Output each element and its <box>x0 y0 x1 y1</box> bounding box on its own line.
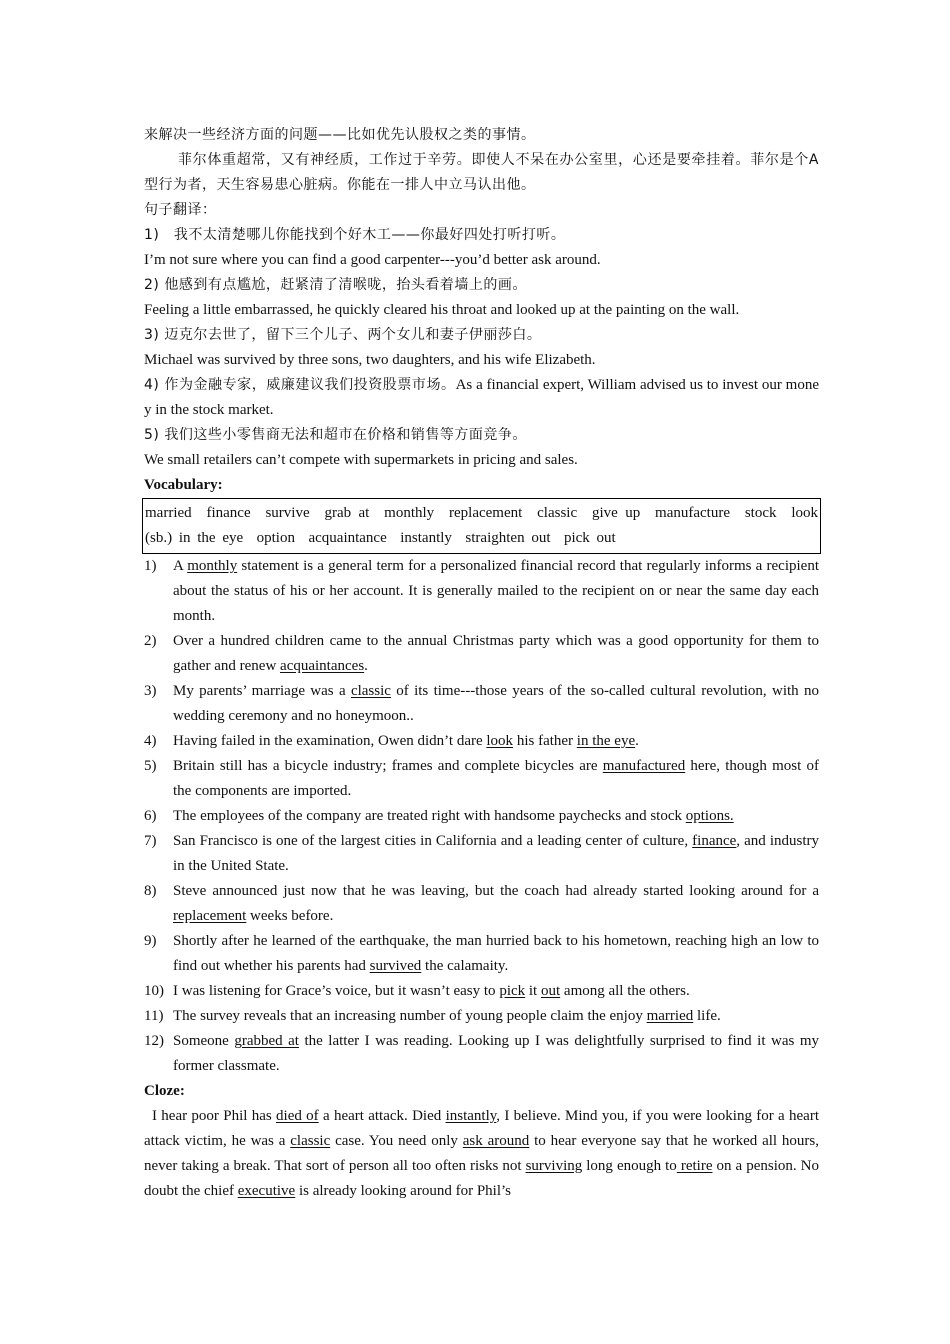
translation-en-1: I’m not sure where you can find a good carpenter---you’d better ask around. <box>144 252 601 268</box>
vocabulary-heading: Vocabulary: <box>144 477 223 493</box>
translation-cn-1: 1) 我不太清楚哪儿你能找到个好木工——你最好四处打听打听。 <box>144 227 566 243</box>
exercise-sentence <box>173 754 819 804</box>
sentence-text: statement is a general term for a personalized financial record that regularly informs a recipient about the status of his or her account. It is generally mailed to the recipient on or near the same day each month. <box>173 558 819 624</box>
cloze-text: long enough to <box>582 1158 677 1174</box>
cloze-answer: classic <box>290 1133 331 1149</box>
answer-blank: finance <box>692 833 737 849</box>
cloze-text: is already looking around for Phil’s <box>295 1183 512 1199</box>
sentence-text: . <box>364 658 368 674</box>
sentence-text: Shortly after he learned of the earthquake, the man hurried back to his hometown, reaching high an low to find out whether his parents had <box>173 933 819 974</box>
answer-blank: manufactured <box>602 758 686 774</box>
answer-blank: replacement <box>173 908 247 924</box>
exercise-list <box>144 554 819 1079</box>
exercise-sentence <box>173 879 819 929</box>
sentence-text: weeks before. <box>246 908 334 924</box>
translation-en-2: Feeling a little embarrassed, he quickly cleared his throat and looked up at the painting on the wall. <box>144 302 740 318</box>
exercise-sentence <box>173 829 819 879</box>
cloze-heading: Cloze: <box>144 1083 185 1099</box>
exercise-number: 8) <box>144 883 157 899</box>
exercise-item <box>144 554 819 629</box>
exercise-sentence <box>173 629 819 679</box>
exercise-sentence <box>173 1029 819 1079</box>
exercise-sentence <box>173 979 819 1004</box>
cloze-text: a heart attack. Died <box>318 1108 446 1124</box>
sentence-text: life. <box>693 1008 721 1024</box>
sentence-text: The employees of the company are treated right with handsome paychecks and stock <box>173 808 686 824</box>
cloze-answer: ask around <box>462 1133 530 1149</box>
exercise-number: 5) <box>144 758 157 774</box>
sentence-text: A <box>173 558 188 574</box>
sentence-text: I was listening for Grace’s voice, but it wasn’t easy to <box>173 983 500 999</box>
sentence-text: The survey reveals that an increasing number of young people claim the enjoy <box>173 1008 647 1024</box>
exercise-item <box>144 629 819 679</box>
intro-line: 来解决一些经济方面的问题——比如优先认股权之类的事情。 <box>144 127 536 143</box>
sentence-text: San Francisco is one of the largest cities in California and a leading center of culture, <box>173 833 693 849</box>
sentence-text: the calamaity. <box>421 958 509 974</box>
sentence-text: . <box>635 733 639 749</box>
answer-blank: look <box>486 733 514 749</box>
exercise-item <box>144 804 819 829</box>
sentence-text: Having failed in the examination, Owen didn’t dare <box>173 733 487 749</box>
sentence-text: of its time---those years of the so-called cultural revolution, with no wedding ceremony and no honeymoon.. <box>173 683 819 724</box>
cloze-passage <box>144 1104 819 1204</box>
exercise-number: 9) <box>144 933 157 949</box>
translation-cn-3: 3) 迈克尔去世了，留下三个儿子、两个女儿和妻子伊丽莎白。 <box>144 327 542 343</box>
answer-blank: out <box>540 983 561 999</box>
intro-paragraph: 菲尔体重超常，又有神经质，工作过于辛劳。即使人不呆在办公室里，心还是要牵挂着。菲尔是个A型行为者，天生容易患心脏病。你能在一排人中立马认出他。 <box>144 152 819 193</box>
exercise-item <box>144 879 819 929</box>
cloze-text: I hear poor Phil has <box>152 1108 277 1124</box>
translation-cn-5: 5) 我们这些小零售商无法和超市在价格和销售等方面竞争。 <box>144 427 527 443</box>
sentence-text: Britain still has a bicycle industry; frames and complete bicycles are <box>173 758 603 774</box>
cloze-answer: retire <box>676 1158 713 1174</box>
exercise-item <box>144 979 819 1004</box>
exercise-number: 4) <box>144 733 157 749</box>
exercise-item <box>144 829 819 879</box>
exercise-item <box>144 1004 819 1029</box>
answer-blank: classic <box>350 683 391 699</box>
sentence-text: Over a hundred children came to the annual Christmas party which was a good opportunity for them to gather and renew <box>173 633 819 674</box>
exercise-sentence <box>173 679 819 729</box>
sentence-text: , and industry in the United State. <box>173 833 819 874</box>
exercise-sentence <box>173 554 819 629</box>
translation-en-3: Michael was survived by three sons, two daughters, and his wife Elizabeth. <box>144 352 596 368</box>
exercise-number: 2) <box>144 633 157 649</box>
sentence-text: among all the others. <box>560 983 690 999</box>
exercise-item <box>144 1029 819 1079</box>
vocabulary-words: married finance survive grab at monthly replacement classic give up manufacture stock look (sb.) in the eye option acquaintance instantly straighten out pick out <box>145 505 825 546</box>
exercise-number: 1) <box>144 558 157 574</box>
cloze-text: to hear everyone say that he worked all hours, never taking a break. That sort of person all too often risks not <box>144 1133 819 1174</box>
exercise-item <box>144 754 819 804</box>
translation-heading: 句子翻译： <box>144 202 217 218</box>
answer-blank: pick <box>499 983 526 999</box>
exercise-number: 7) <box>144 833 157 849</box>
cloze-text: , I believe. Mind you, if you were looking for a heart attack victim, he was a <box>144 1108 820 1149</box>
exercise-number: 10) <box>144 983 164 999</box>
sentence-text: the latter I was reading. Looking up I was delightfully surprised to find it was my former classmate. <box>173 1033 819 1074</box>
exercise-sentence <box>173 1004 819 1029</box>
exercise-sentence <box>173 929 819 979</box>
exercise-number: 11) <box>144 1008 164 1024</box>
translation-en-4: As a financial expert, William advised us to invest our money in the stock market. <box>144 377 819 418</box>
exercise-sentence <box>173 729 819 754</box>
answer-blank: survived <box>369 958 422 974</box>
cloze-answer: instantly <box>445 1108 497 1124</box>
exercise-item <box>144 729 819 754</box>
answer-blank: grabbed at <box>234 1033 299 1049</box>
exercise-item <box>144 679 819 729</box>
translation-cn-4: 4) 作为金融专家，威廉建议我们投资股票市场。 <box>144 377 456 393</box>
sentence-text: here, though most of the components are imported. <box>173 758 819 799</box>
exercise-item <box>144 929 819 979</box>
sentence-text: Someone <box>173 1033 235 1049</box>
exercise-number: 6) <box>144 808 157 824</box>
answer-blank: monthly <box>187 558 238 574</box>
exercise-sentence <box>173 804 819 829</box>
translation-cn-2: 2) 他感到有点尴尬，赶紧清了清喉咙，抬头看着墙上的画。 <box>144 277 527 293</box>
cloze-answer: executive <box>237 1183 296 1199</box>
exercise-number: 12) <box>144 1033 164 1049</box>
cloze-answer: died of <box>276 1108 319 1124</box>
cloze-answer: surviving <box>525 1158 583 1174</box>
vocabulary-box <box>142 498 825 554</box>
cloze-text: case. You need only <box>330 1133 463 1149</box>
answer-blank: in the eye <box>576 733 636 749</box>
cloze-text: on a pension. No doubt the chief <box>144 1158 819 1199</box>
exercise-number: 3) <box>144 683 157 699</box>
sentence-text: My parents’ marriage was a <box>173 683 351 699</box>
answer-blank: options. <box>685 808 734 824</box>
document-page <box>144 123 825 1204</box>
answer-blank: acquaintances <box>280 658 365 674</box>
sentence-text: his father <box>513 733 577 749</box>
sentence-text: Steve announced just now that he was leaving, but the coach had already started looking around for a <box>173 883 819 899</box>
translation-en-5: We small retailers can’t compete with supermarkets in pricing and sales. <box>144 452 578 468</box>
answer-blank: married <box>646 1008 694 1024</box>
translation-item-4 <box>144 373 819 423</box>
sentence-text: it <box>525 983 541 999</box>
